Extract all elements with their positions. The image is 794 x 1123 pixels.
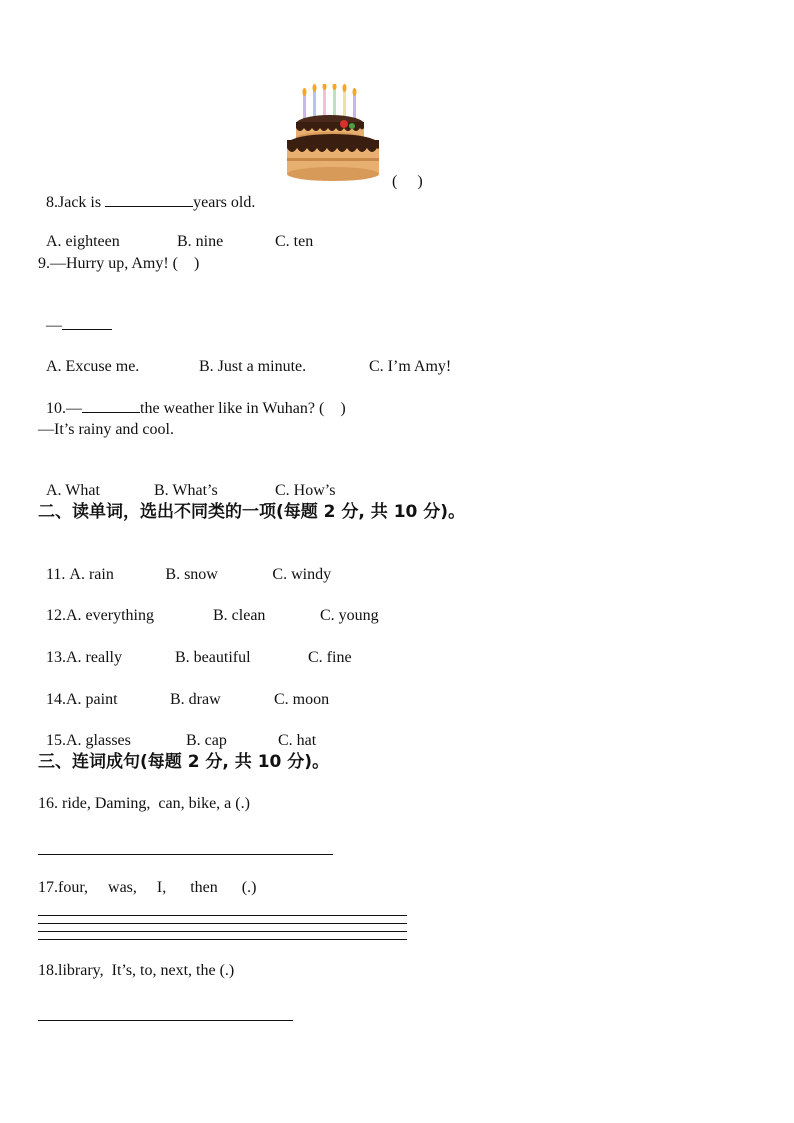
option-b[interactable]: B. clean bbox=[213, 607, 266, 624]
question-number: 13. bbox=[46, 649, 66, 666]
answer-line[interactable] bbox=[38, 1020, 293, 1021]
question-14 bbox=[38, 670, 329, 710]
option-a[interactable]: A. everything bbox=[66, 607, 154, 624]
option-c[interactable]: C. I’m Amy! bbox=[369, 358, 452, 375]
option-b[interactable]: B. beautiful bbox=[175, 649, 251, 666]
section-3-heading: 三、连词成句(每题 2 分, 共 10 分)。 bbox=[38, 752, 330, 772]
question-12 bbox=[38, 586, 379, 626]
question-13 bbox=[38, 628, 352, 668]
question-number: 12. bbox=[46, 607, 66, 624]
answer-blank[interactable] bbox=[62, 315, 112, 330]
answer-parentheses[interactable]: ( ) bbox=[392, 173, 423, 190]
option-c[interactable]: C. ten bbox=[275, 233, 314, 250]
answer-line[interactable] bbox=[38, 931, 407, 932]
question-number: 15. bbox=[46, 732, 66, 749]
option-c[interactable]: C. moon bbox=[274, 691, 330, 708]
option-b[interactable]: B. What’s bbox=[154, 482, 218, 499]
answer-blank[interactable] bbox=[82, 398, 140, 413]
question-9-options bbox=[38, 337, 451, 377]
option-c[interactable]: C. How’s bbox=[275, 482, 336, 499]
question-8 bbox=[38, 172, 255, 213]
option-c[interactable]: C. young bbox=[320, 607, 379, 624]
answer-line[interactable] bbox=[38, 854, 333, 855]
option-c[interactable]: C. hat bbox=[278, 732, 317, 749]
option-b[interactable]: B. Just a minute. bbox=[199, 358, 307, 375]
question-15 bbox=[38, 711, 316, 751]
question-10-text-end: the weather like in Wuhan? ( ) bbox=[140, 400, 346, 417]
question-8-options bbox=[38, 212, 313, 252]
option-b[interactable]: B. snow bbox=[165, 566, 218, 583]
question-9: 9.—Hurry up, Amy! ( ) bbox=[38, 255, 200, 272]
option-a[interactable]: A. eighteen bbox=[46, 233, 120, 250]
question-9-response bbox=[38, 295, 112, 336]
section-2-heading: 二、读单词，选出不同类的一项(每题 2 分, 共 10 分)。 bbox=[38, 502, 466, 522]
answer-line[interactable] bbox=[38, 915, 407, 916]
question-10-text-start: 10.— bbox=[46, 400, 82, 417]
answer-line[interactable] bbox=[38, 923, 407, 924]
answer-blank[interactable] bbox=[105, 192, 193, 207]
question-10 bbox=[38, 378, 346, 419]
birthday-cake-image bbox=[284, 84, 382, 182]
option-a[interactable]: A. Excuse me. bbox=[46, 358, 140, 375]
option-b[interactable]: B. nine bbox=[177, 233, 224, 250]
question-10-response: —It’s rainy and cool. bbox=[38, 421, 174, 438]
question-18: 18.library, It’s, to, next, the (.) bbox=[38, 962, 235, 979]
question-10-options bbox=[38, 461, 335, 501]
answer-line[interactable] bbox=[38, 939, 407, 940]
question-8-text-end: years old. bbox=[193, 194, 256, 211]
option-a[interactable]: A. paint bbox=[66, 691, 118, 708]
option-c[interactable]: C. fine bbox=[308, 649, 352, 666]
option-b[interactable]: B. cap bbox=[186, 732, 227, 749]
option-a[interactable]: A. glasses bbox=[66, 732, 131, 749]
question-11 bbox=[38, 545, 331, 585]
question-number: 11. bbox=[46, 566, 70, 583]
option-a[interactable]: A. rain bbox=[69, 566, 114, 583]
question-16: 16. ride, Daming, can, bike, a (.) bbox=[38, 795, 250, 812]
dash: — bbox=[46, 317, 62, 334]
option-b[interactable]: B. draw bbox=[170, 691, 221, 708]
option-a[interactable]: A. really bbox=[66, 649, 122, 666]
question-17: 17.four, was, I, then (.) bbox=[38, 879, 257, 896]
option-a[interactable]: A. What bbox=[46, 482, 100, 499]
question-8-text-start: 8.Jack is bbox=[46, 194, 106, 211]
option-c[interactable]: C. windy bbox=[272, 566, 332, 583]
question-number: 14. bbox=[46, 691, 66, 708]
